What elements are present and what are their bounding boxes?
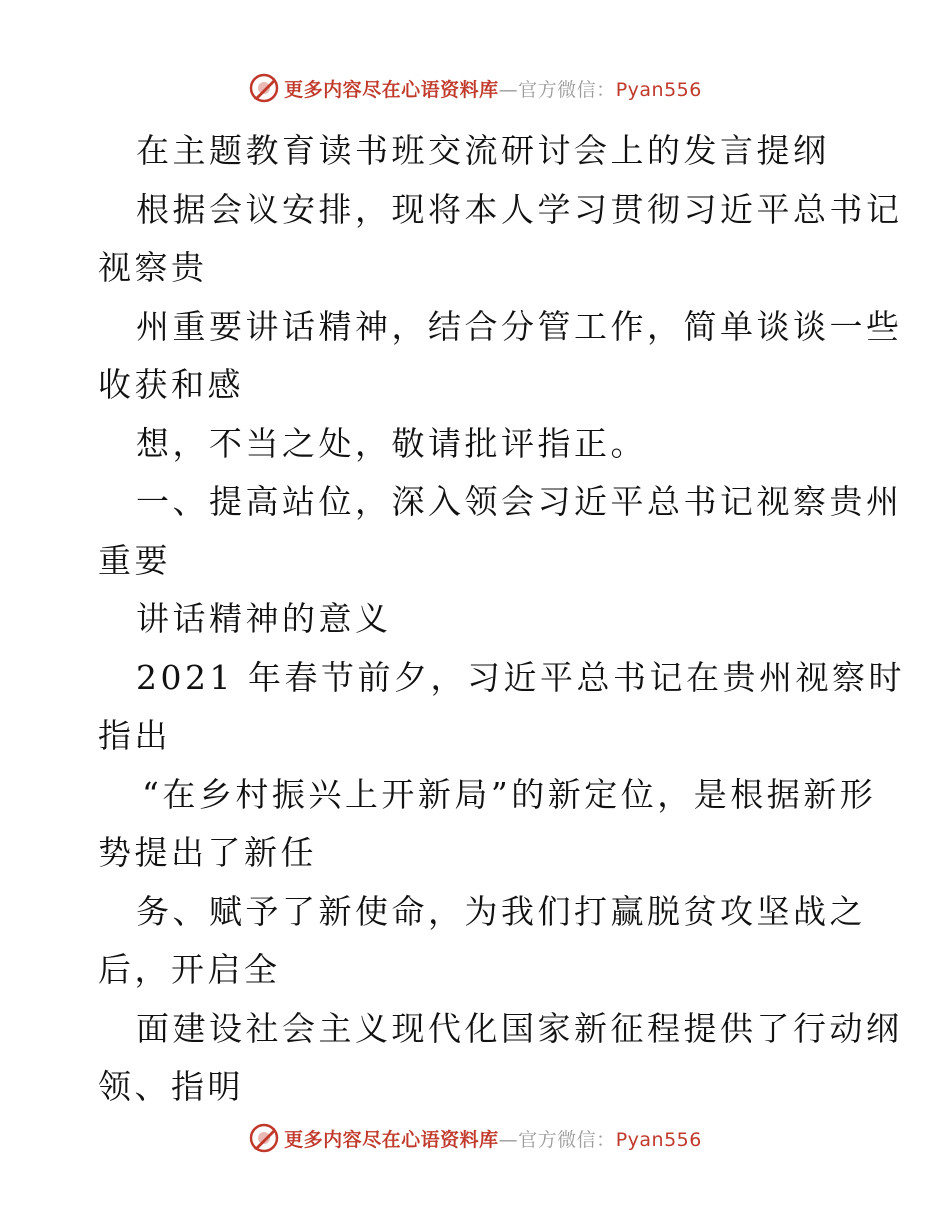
watermark-text bbox=[284, 1125, 702, 1152]
text-line: 收获和感 bbox=[98, 365, 244, 404]
text-line: 想，不当之处，敬请批评指正。 bbox=[136, 423, 647, 463]
footer-watermark bbox=[0, 1118, 950, 1158]
text-line: 州重要讲话精神，结合分管工作，简单谈谈一些 bbox=[136, 306, 903, 346]
watermark-main: 更多内容尽在心语资料库 bbox=[284, 1128, 499, 1151]
document-title: 在主题教育读书班交流研讨会上的发言提纲 bbox=[136, 131, 830, 170]
watermark-account: Pyan556 bbox=[615, 1128, 702, 1151]
text-line: 务、赋予了新使命，为我们打赢脱贫攻坚战之 bbox=[136, 891, 866, 931]
text-line: 领、指明 bbox=[98, 1067, 244, 1106]
document-body bbox=[98, 122, 905, 1117]
section-heading-continued: 重要 bbox=[98, 540, 171, 580]
text-line: 根据会议安排，现将本人学习贯彻习近平总书记 bbox=[136, 189, 903, 229]
section-heading: 一、提高站位，深入领会习近平总书记视察贵州 bbox=[136, 482, 903, 521]
text-line: “在乡村振兴上开新局”的新定位，是根据新形 bbox=[142, 774, 877, 814]
brand-logo-icon bbox=[248, 72, 280, 104]
section-heading-continued: 讲话精神的意义 bbox=[136, 599, 392, 638]
brand-logo-icon bbox=[248, 1122, 280, 1154]
watermark-main: 更多内容尽在心语资料库 bbox=[284, 78, 499, 101]
text-line: 面建设社会主义现代化国家新征程提供了行动纲 bbox=[136, 1008, 903, 1048]
text-line: 后，开启全 bbox=[98, 950, 281, 989]
watermark-account: Pyan556 bbox=[615, 78, 702, 101]
text-line: 指出 bbox=[98, 716, 171, 755]
text-line: 视察贵 bbox=[98, 248, 208, 287]
watermark-text bbox=[284, 75, 702, 102]
text-line: 2021 年春节前夕，习近平总书记在贵州视察时 bbox=[136, 657, 905, 697]
text-line: 势提出了新任 bbox=[98, 833, 317, 872]
header-watermark bbox=[0, 68, 950, 108]
watermark-separator: —官方微信： bbox=[498, 78, 616, 101]
watermark-separator: —官方微信： bbox=[498, 1128, 616, 1151]
